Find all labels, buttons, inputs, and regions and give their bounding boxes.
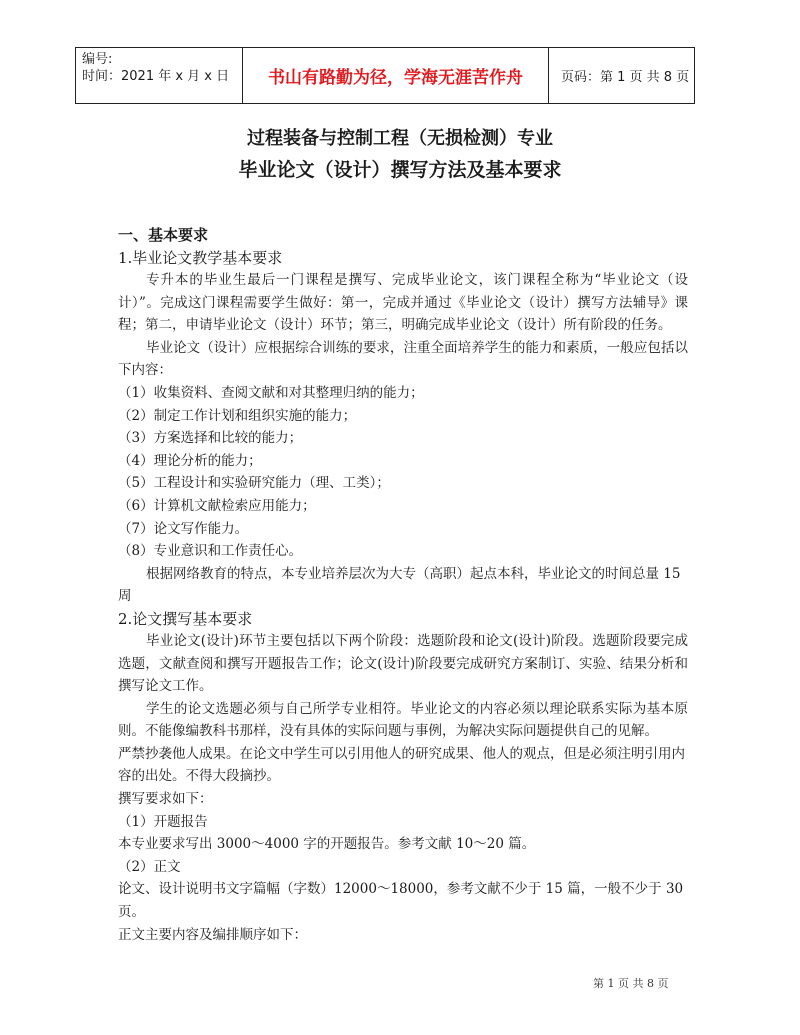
- paragraph: 专升本的毕业生最后一门课程是撰写、完成毕业论文，该门课程全称为“毕业论文（设计）”。完成这门课程需要学生做好：第一，完成并通过《毕业论文（设计）撰写方法辅导》课程；第二，申请毕业论文（设计）环节；第三，明确完成毕业论文（设计）所有阶段的任务。: [118, 272, 688, 334]
- header-left-cell: [76, 48, 243, 103]
- subsection-heading-teaching: 1.毕业论文教学基本要求: [118, 249, 283, 267]
- paragraph: 严禁抄袭他人成果。在论文中学生可以引用他人的研究成果、他人的观点，但是必须注明引用内容的出处。不得大段摘抄。: [118, 745, 685, 785]
- document-body: [118, 224, 688, 946]
- document-title-line1: 过程装备与控制工程（无损检测）专业: [247, 128, 553, 149]
- motto: 书山有路勤为径，学海无涯苦作舟: [243, 48, 549, 103]
- list-item: （1）开题报告: [118, 813, 208, 830]
- section-heading-basic-requirements: 一、基本要求: [118, 226, 209, 244]
- page-footer: 第 1 页 共 8 页: [593, 977, 669, 990]
- paragraph: 撰写要求如下：: [118, 791, 213, 808]
- paragraph: 根据网络教育的特点，本专业培养层次为大专（高职）起点本科，毕业论文的时间总量 15 周: [118, 565, 681, 605]
- page-info: 页码：第 1 页 共 8 页: [561, 70, 690, 85]
- paragraph: 毕业论文（设计）应根据综合训练的要求，注重全面培养学生的能力和素质，一般应包括以下内容：: [118, 339, 688, 379]
- time-label: 时间：2021 年 x 月 x 日: [82, 69, 230, 84]
- list-item: （8）专业意识和工作责任心。: [118, 543, 303, 560]
- list-item: （4）理论分析的能力；: [118, 452, 262, 469]
- list-item: （2）正文: [118, 858, 181, 875]
- paragraph: 正文主要内容及编排顺序如下：: [118, 926, 307, 943]
- list-item: （7）论文写作能力。: [118, 520, 249, 537]
- list-item: （1）收集资料、查阅文献和对其整理归纳的能力；: [118, 384, 424, 401]
- paragraph: 毕业论文(设计)环节主要包括以下两个阶段：选题阶段和论文(设计)阶段。选题阶段要完成选题，文献查阅和撰写开题报告工作；论文(设计)阶段要完成研究方案制订、实验、结果分析和撰写论文工作。: [118, 632, 688, 695]
- list-item: （5）工程设计和实验研究能力（理、工类）；: [118, 475, 390, 492]
- list-item: （6）计算机文献检索应用能力；: [118, 497, 316, 514]
- list-item: （3）方案选择和比较的能力；: [118, 430, 303, 447]
- list-item: （2）制定工作计划和组织实施的能力；: [118, 407, 357, 424]
- subsection-heading-writing: 2.论文撰写基本要求: [118, 609, 253, 628]
- paragraph: 学生的论文选题必须与自己所学专业相符。毕业论文的内容必须以理论联系实际为基本原则。不能像编教科书那样，没有具体的实际问题与事例，为解决实际问题提供自己的见解。: [118, 700, 688, 740]
- header-table: [75, 47, 695, 104]
- document-title-line2: 毕业论文（设计）撰写方法及基本要求: [238, 159, 562, 181]
- paragraph: 论文、设计说明书文字篇幅（字数）12000～18000，参考文献不少于 15 篇，一般不少于 30 页。: [118, 881, 684, 921]
- number-label: 编号:: [82, 52, 113, 67]
- paragraph: 本专业要求写出 3000～4000 字的开题报告。参考文献 10～20 篇。: [118, 836, 536, 853]
